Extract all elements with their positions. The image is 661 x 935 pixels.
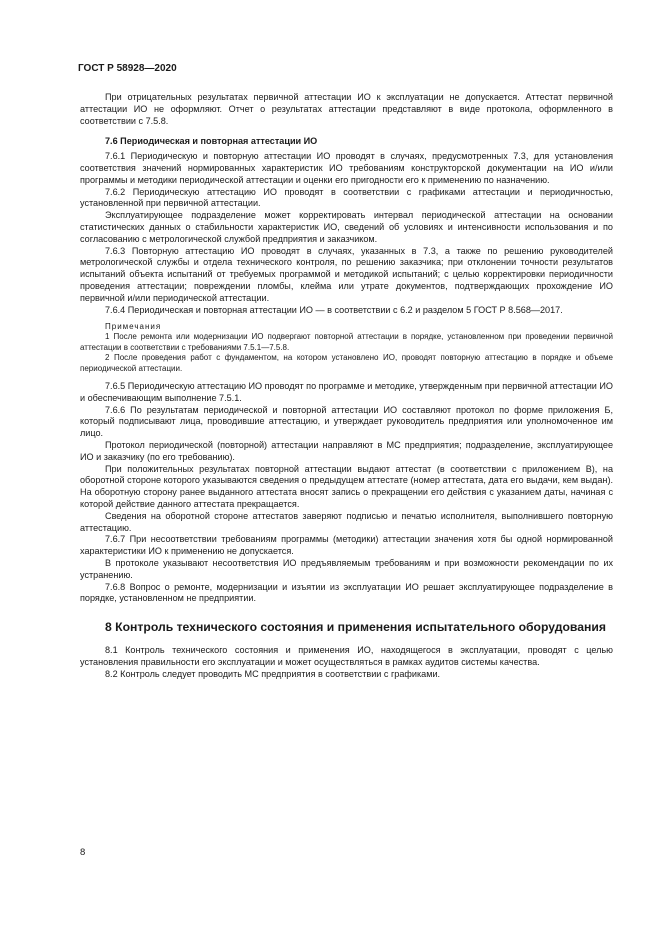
paragraph: При положительных результатах повторной аттестации выдают аттестат (в соответствии с приложением В), на оборотной стороне которого указываются сведения о предыдущем аттестате (номер аттестата, дата его выдачи, кем выдан). На оборотную сторону ранее выданного аттестата вносят запись о прекращении его действия с указанием даты, начиная с которой действие данного аттестата прекращается. xyxy=(80,463,613,509)
paragraph: Эксплуатирующее подразделение может корректировать интервал периодической аттестации на основании статистических данных о стабильности характеристик ИО, сведений об условиях и интенсивности использования и по согласованию с метрологической службой предприятия и заказчиком. xyxy=(80,210,613,244)
document-body xyxy=(80,92,613,681)
paragraph: В протоколе указывают несоответствия ИО предъявляемым требованиям и при возможности рекомендации по их устранению. xyxy=(80,557,613,580)
paragraph: 7.6.3 Повторную аттестацию ИО проводят в случаях, указанных в 7.3, а также по решению руководителей метрологической службы и отдела технического контроля, по решению заказчика; при отклонении точности результатов испытаний объекта испытаний от требуемых программой и методикой испытаний; с целью корректировки периодичности проведения аттестации; повреждении пломбы, клейма или утрате документов, подтверждающих прохождение ИО первичной и/или периодической аттестации. xyxy=(80,245,613,303)
paragraph: 8.2 Контроль следует проводить МС предприятия в соответствии с графиками. xyxy=(105,668,441,679)
note-item: 1 После ремонта или модернизации ИО подвергают повторной аттестации в порядке, установленном при проведении первичной аттестации в соответствии с требованиями 7.5.1—7.5.8. xyxy=(80,332,613,352)
page-number: 8 xyxy=(80,847,86,858)
paragraph: 7.6.6 По результатам периодической и повторной аттестации ИО составляют протокол по форме приложения Б, который подписывают лица, проводившие аттестацию, и утверждает руководитель предприятия или уполномоченное им лицо. xyxy=(80,404,613,439)
paragraph: При отрицательных результатах первичной аттестации ИО к эксплуатации не допускается. Аттестат первичной аттестации ИО не оформляют. Отчет о результатах аттестации представляют в виде протокола, оформленного в соответствии с 7.5.8. xyxy=(80,92,613,126)
section-heading-7-6: 7.6 Периодическая и повторная аттестации ИО xyxy=(105,136,318,147)
document-id-header: ГОСТ Р 58928—2020 xyxy=(78,63,177,74)
paragraph: 7.6.7 При несоответствии требованиям программы (методики) аттестации значения хотя бы одной нормированной характеристики ИО к применению не допускается. xyxy=(80,534,613,557)
notes-heading: Примечания xyxy=(105,322,162,332)
paragraph: Протокол периодической (повторной) аттестации направляют в МС предприятия; подразделение, эксплуатирующее ИО и заказчику (по его требованию). xyxy=(80,439,613,462)
paragraph: 8.1 Контроль технического состояния и применения ИО, находящегося в эксплуатации, проводят с целью установления правильности его эксплуатации и может осуществляться в рамках аудитов системы качества. xyxy=(80,645,613,667)
paragraph: 7.6.4 Периодическая и повторная аттестации ИО — в соответствии с 6.2 и разделом 5 ГОСТ Р 8.568—2017. xyxy=(105,304,563,315)
paragraph: 7.6.1 Периодическую и повторную аттестации ИО проводят в случаях, предусмотренных 7.3, для установления соответствия значений нормированных характеристик ИО требованиям конструкторской документации на ИО и/или программы и методики периодической аттестации и оценки его пригодности его к применению по назначению. xyxy=(80,151,613,185)
paragraph: 7.6.8 Вопрос о ремонте, модернизации и изъятии из эксплуатации ИО решает эксплуатирующее подразделение в порядке, установленном не предприятии. xyxy=(80,581,613,604)
paragraph: Сведения на оборотной стороне аттестатов заверяют подписью и печатью исполнителя, выполнившего повторную аттестацию. xyxy=(80,510,613,533)
paragraph: 7.6.5 Периодическую аттестацию ИО проводят по программе и методике, утвержденным при первичной аттестации ИО и обеспечивающим выполнение 7.5.1. xyxy=(80,380,613,403)
note-item: 2 После проведения работ с фундаментом, на котором установлено ИО, проводят повторную аттестацию в порядке и объеме периодической аттестации. xyxy=(80,353,613,373)
section-heading-8: 8 Контроль технического состояния и применения испытательного оборудования xyxy=(105,620,607,635)
paragraph: 7.6.2 Периодическую аттестацию ИО проводят в соответствии с графиками аттестации и периодичностью, установленной при первичной аттестации. xyxy=(80,186,613,209)
